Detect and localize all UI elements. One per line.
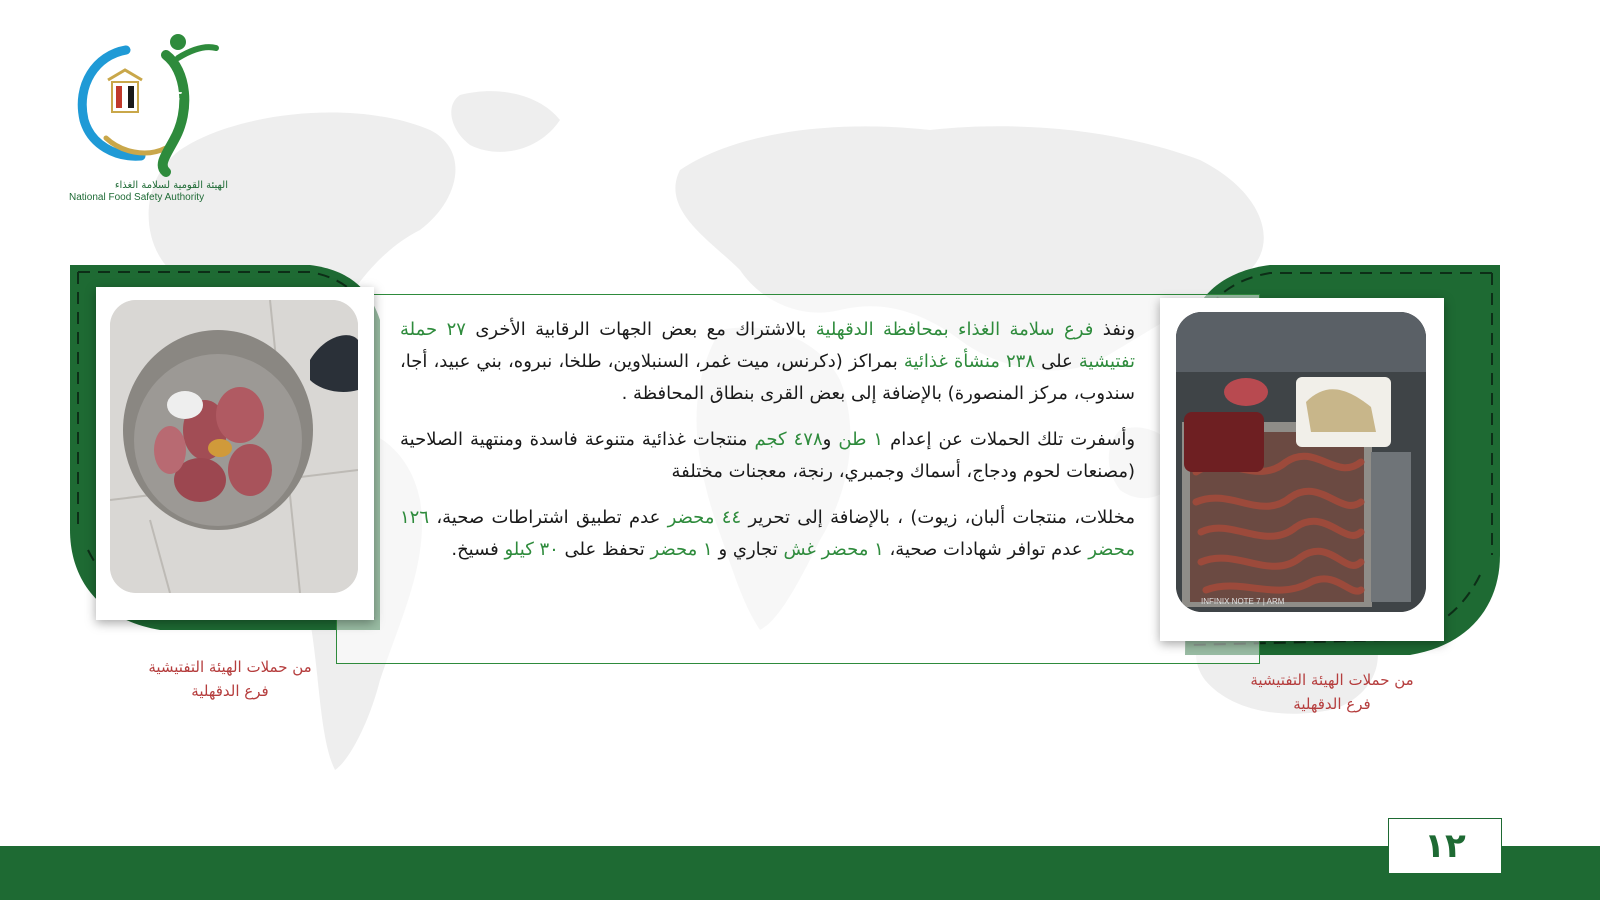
body-text: عدم توافر شهادات صحية، [883,539,1089,560]
highlight-text: ٣٠ كيلو [504,539,559,560]
body-text: بمراكز (دكرنس، ميت غمر، السنبلاوين، طلخا، نبروه، بني عبيد، أجا، سندوب، مركز المنصورة) بالإضافة إلى بعض القرى بنطاق المحافظة . [400,351,1135,404]
main-text [400,314,1135,580]
highlight-text: فرع سلامة الغذاء بمحافظة الدقهلية [815,319,1094,340]
highlight-text: ٤٤ محضر [667,507,742,528]
body-text: على [1035,351,1079,372]
paragraph-campaigns [400,314,1135,410]
nfsa-emblem-icon [66,30,236,180]
highlight-text: ٤٧٨ كجم [754,429,823,450]
body-text: وأسفرت تلك الحملات عن إعدام [883,429,1136,450]
right-photo-caption [1222,668,1442,716]
highlight-text: ٢٧ حملة تفتيشية [400,319,1135,372]
highlight-text: ١٢٦ محضر [400,507,1135,560]
page-number: ١٢ [1388,818,1502,874]
body-text: و [822,429,839,450]
left-photo-caption [120,655,340,703]
body-text: مخللات، منتجات ألبان، زيوت) ، بالإضافة إلى تحرير [741,507,1135,528]
spoiled-sausages-tray-image [1176,312,1426,612]
highlight-text: ١ محضر [650,539,713,560]
body-text: ونفذ [1093,319,1136,340]
body-text: فسيخ. [451,539,505,560]
left-photo [96,287,374,620]
logo-name-english: National Food Safety Authority [69,192,205,203]
highlight-text: ٢٣٨ منشأة غذائية [903,351,1035,372]
right-caption-line2: فرع الدقهلية [1293,695,1371,713]
logo-name-arabic: الهيئة القومية لسلامة الغذاء [114,180,228,191]
body-text: بالاشتراك مع بعض الجهات الرقابية الأخرى [465,319,816,340]
footer-bar [0,846,1600,900]
body-text: منتجات غذائية متنوعة فاسدة ومنتهية الصلاحية (مصنعات لحوم ودجاج، أسماك وجمبري، رنجة، معجنات مختلفة [400,429,1135,482]
nfsa-logo [66,30,236,210]
right-caption-line1: من حملات الهيئة التفتيشية [1250,671,1414,689]
paragraph-violations [400,502,1135,566]
right-photo [1160,298,1444,641]
camera-watermark: INFINIX NOTE 7 | ARM [1201,597,1285,606]
highlight-text: ١ محضر غش [783,539,884,560]
left-caption-line2: فرع الدقهلية [191,682,269,700]
body-text: تحفظ على [558,539,651,560]
logo-acronym: NFSA [158,87,185,127]
left-caption-line1: من حملات الهيئة التفتيشية [148,658,312,676]
body-text: تجاري و [712,539,784,560]
highlight-text: ١ طن [838,429,884,450]
body-text: عدم تطبيق اشتراطات صحية، [429,507,668,528]
spoiled-meat-bucket-image [110,300,358,593]
paragraph-results [400,424,1135,488]
